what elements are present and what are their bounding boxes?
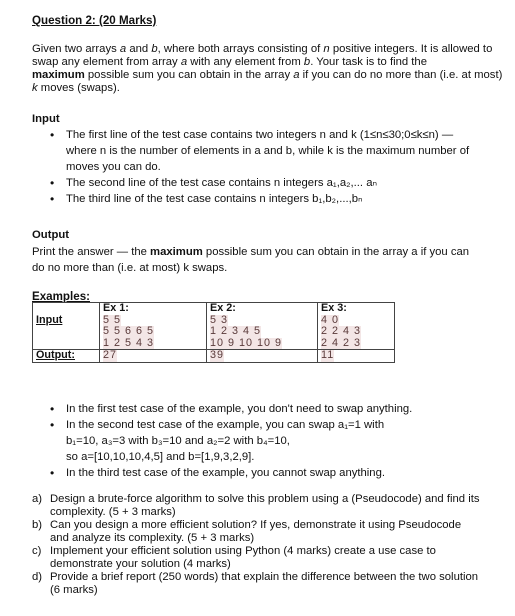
list-item: d) Provide a brief report (250 words) that explain the difference between the two solution (6 marks) [32, 571, 479, 596]
example-cell: Ex 3: 4 0 2 2 4 3 2 4 2 3 [318, 303, 395, 350]
list-item: • The third line of the test case contains n integers b₁,b₂,...,bₙ [50, 192, 363, 206]
list-item: c) Implement your efficient solution using Python (4 marks) create a use case to demonstrate your solution (4 marks) [32, 545, 436, 570]
bullet-icon: • [50, 192, 55, 206]
example-cell: Ex 1: 5 5 5 5 6 6 5 1 2 5 4 3 [100, 303, 207, 350]
list-item: b) Can you design a more efficient solution? If yes, demonstrate it using Pseudocode and analyze its complexity. (5 + 3 marks) [32, 519, 462, 544]
input-bullets [50, 128, 506, 206]
output-heading: Output [32, 229, 70, 241]
bullet-icon: • [50, 176, 55, 190]
list-item: • The first line of the test case contains two integers n and k (1≤n≤30;0≤k≤n) — where n is the number of elements in a and b, while k is the maximum number of moves you can do. [50, 128, 470, 173]
question-title: Question 2: (20 Marks) [32, 14, 157, 27]
examples-heading: Examples: [32, 290, 90, 303]
list-item: • In the first test case of the example, you don't need to swap anything. [50, 402, 413, 416]
input-heading: Input [32, 113, 60, 125]
bullet-icon: • [50, 466, 55, 480]
output-description: Print the answer — the maximum possible sum you can obtain in the array a if you can do no more than (i.e. at most) k swaps. [32, 246, 470, 274]
output-cell: 27 [100, 350, 207, 363]
example-cell: Ex 2: 5 3 1 2 3 4 5 10 9 10 10 9 [207, 303, 318, 350]
examples-table [32, 302, 395, 363]
output-cell: 11 [318, 350, 395, 363]
table-row [33, 303, 395, 350]
explanation-bullets [50, 402, 506, 480]
bullet-icon: • [50, 402, 55, 416]
task-list [32, 493, 512, 597]
input-label-cell: Input [33, 303, 100, 350]
list-item: • In the second test case of the example, you can swap a₁=1 with b₁=10, a₃=3 with b₃=10 and a₂=2 with b₄=10, so a=[10,10,10,4,5] and b=[1,9,3,2,9]. [50, 418, 385, 463]
output-label-cell: Output: [33, 350, 100, 363]
table-row [33, 350, 395, 363]
output-cell: 39 [207, 350, 318, 363]
bullet-icon: • [50, 128, 55, 142]
list-item: a) Design a brute-force algorithm to solve this problem using a (Pseudocode) and find its complexity. (5 + 3 marks) [32, 493, 480, 518]
bullet-icon: • [50, 418, 55, 432]
list-item: • The second line of the test case contains n integers a₁,a₂,... aₙ [50, 176, 377, 190]
problem-description: Given two arrays a and b, where both arrays consisting of n positive integers. It is allowed to swap any element from array a with any element from b. Your task is to find the maximum possible sum you can obtain in the array a if you can do no more than (i.e. at most) k moves (swaps). [32, 43, 503, 94]
list-item: • In the third test case of the example, you cannot swap anything. [50, 466, 386, 480]
